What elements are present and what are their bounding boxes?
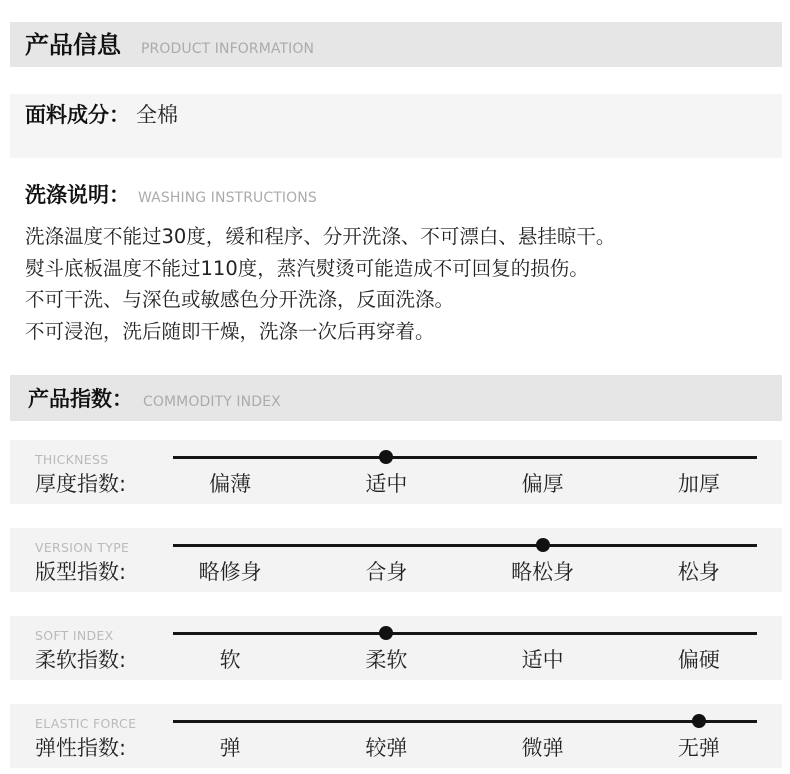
index-english-label: ELASTIC FORCE: [35, 716, 137, 731]
index-option: 适中: [365, 472, 408, 496]
index-option: 偏薄: [209, 472, 252, 496]
index-option: 微弹: [521, 736, 564, 760]
product-info-title: 产品信息: [25, 31, 121, 59]
washing-subtitle: WASHING INSTRUCTIONS: [138, 190, 317, 206]
washing-line: 熨斗底板温度不能过110度，蒸汽熨烫可能造成不可回复的损伤。: [25, 256, 589, 280]
index-option: 略松身: [511, 560, 575, 584]
index-marker-dot: [692, 714, 706, 728]
index-option: 偏厚: [521, 472, 564, 496]
commodity-index-title: 产品指数：: [28, 387, 133, 411]
index-marker-dot: [536, 538, 550, 552]
fabric-value: 全棉: [136, 103, 178, 127]
index-option: 偏硬: [677, 648, 720, 672]
index-row: [10, 440, 782, 504]
index-label: 厚度指数:: [35, 472, 127, 496]
fabric-composition-row: [10, 94, 782, 158]
washing-instructions-text: [25, 221, 615, 348]
index-option: 略修身: [198, 560, 262, 584]
commodity-index-subtitle: COMMODITY INDEX: [143, 394, 281, 410]
product-info-subtitle: PRODUCT INFORMATION: [141, 41, 315, 57]
washing-line: 洗涤温度不能过30度，缓和程序、分开洗涤、不可漂白、悬挂晾干。: [25, 225, 616, 248]
index-option: 加厚: [677, 472, 720, 496]
index-scale: [152, 616, 777, 680]
washing-label: 洗涤说明：: [25, 183, 130, 207]
index-english-label: VERSION TYPE: [35, 540, 130, 555]
index-label: 版型指数:: [35, 560, 127, 584]
index-option: 柔软: [365, 648, 408, 672]
index-option: 松身: [677, 560, 720, 584]
index-english-label: THICKNESS: [35, 452, 109, 467]
washing-line: 不可浸泡，洗后随即干燥，洗涤一次后再穿着。: [25, 320, 435, 344]
index-scale: [152, 440, 777, 504]
index-option: 弹: [219, 736, 241, 760]
index-row: [10, 704, 782, 768]
index-label: 弹性指数:: [35, 736, 127, 760]
commodity-index-header: [10, 375, 782, 421]
index-row: [10, 616, 782, 680]
index-option: 软: [219, 648, 241, 672]
washing-line: 不可干洗、与深色或敏感色分开洗涤，反面洗涤。: [25, 288, 455, 312]
index-option: 较弹: [365, 736, 408, 760]
index-scale: [152, 704, 777, 768]
index-english-label: SOFT INDEX: [35, 628, 114, 643]
index-option: 合身: [365, 560, 408, 584]
index-option: 无弹: [677, 736, 720, 760]
index-row: [10, 528, 782, 592]
fabric-label: 面料成分：: [25, 103, 130, 127]
washing-instructions-heading: [25, 182, 317, 211]
index-label: 柔软指数:: [35, 648, 127, 672]
index-scale: [152, 528, 777, 592]
index-option: 适中: [521, 648, 564, 672]
product-info-header: [10, 22, 782, 67]
